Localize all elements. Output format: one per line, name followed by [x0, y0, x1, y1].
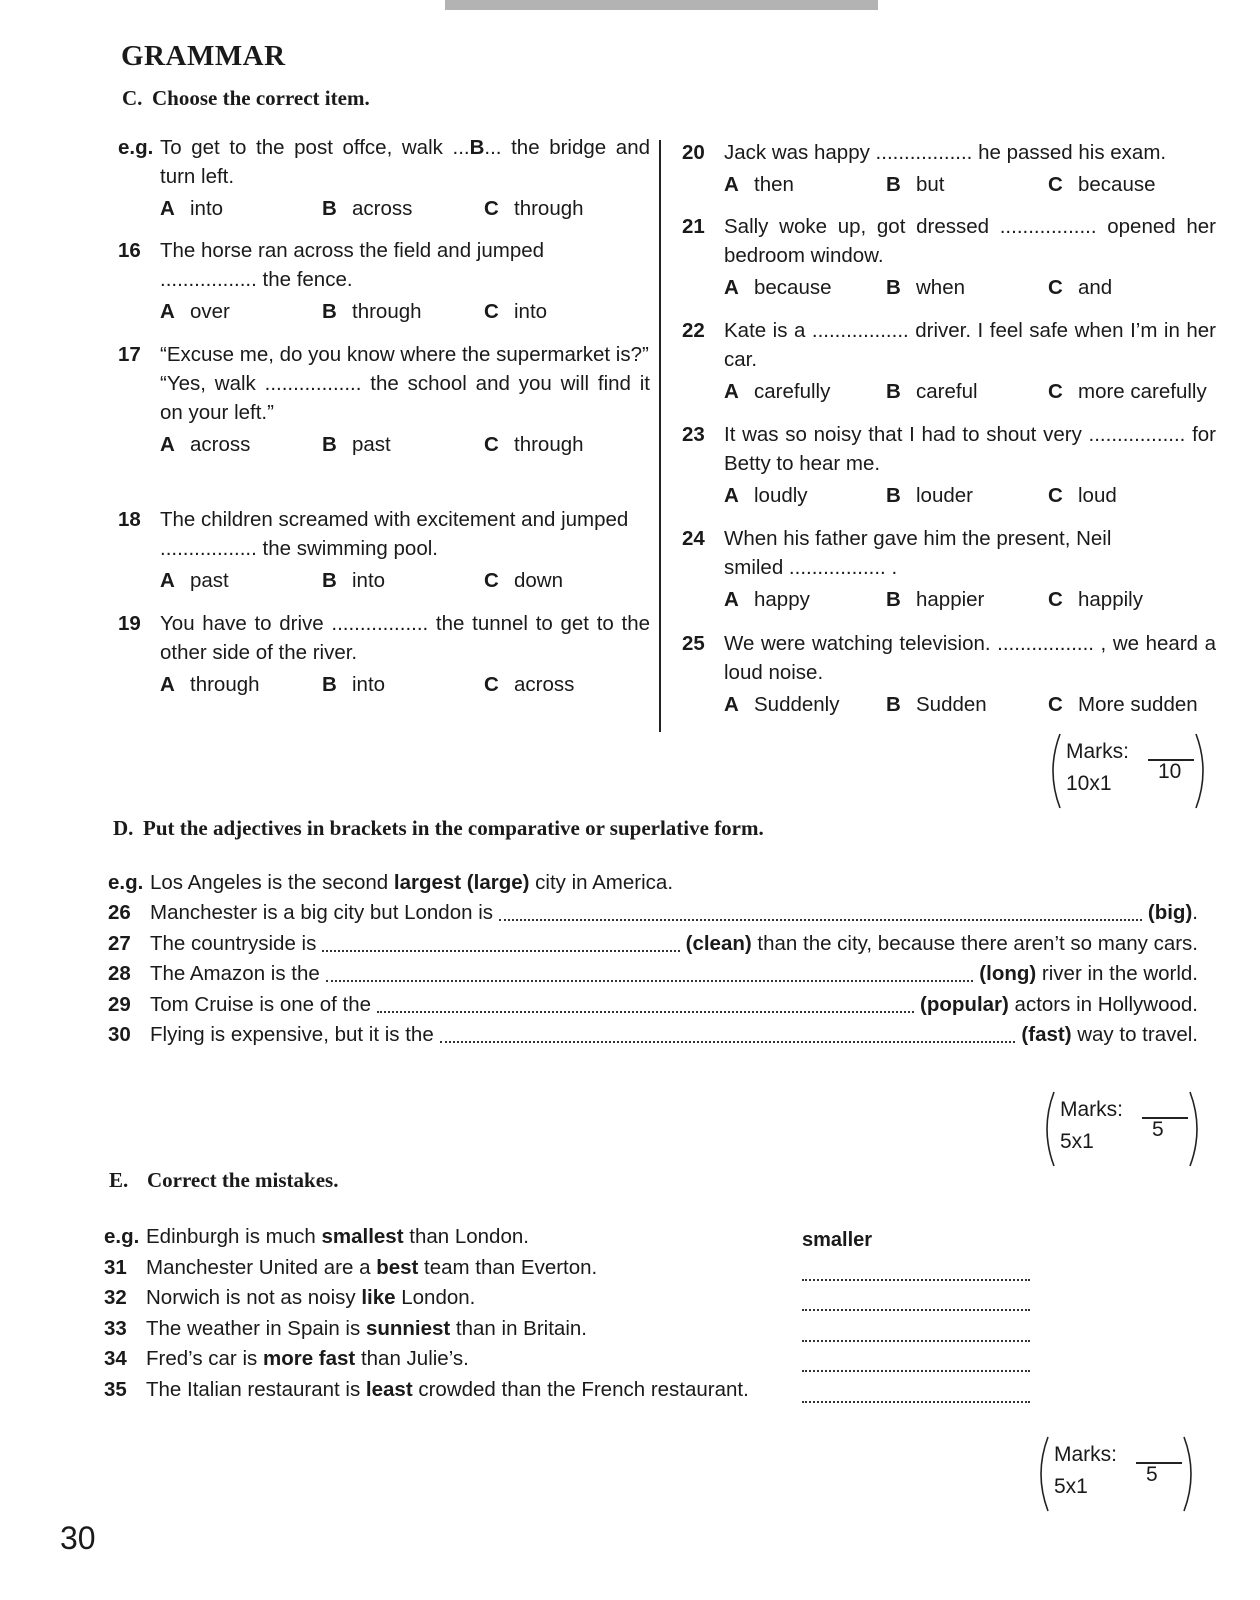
option-text: into [352, 569, 386, 592]
section-e-heading [109, 1168, 338, 1193]
section-letter: D. [113, 816, 134, 840]
question-row [104, 1283, 475, 1313]
question-text [724, 420, 1216, 478]
marks-box [1048, 732, 1208, 810]
question-number: e.g. [108, 871, 144, 894]
question-text: . [1192, 901, 1198, 924]
question-number: 27 [108, 931, 131, 955]
option-letter: B [886, 484, 901, 507]
option-text: carefully [754, 380, 831, 403]
marks-total: 5 [1152, 1118, 1164, 1141]
option-letter: C [1048, 484, 1063, 507]
answer-blank[interactable] [802, 1340, 1030, 1342]
option-text: Sudden [916, 693, 987, 716]
option-text: but [916, 173, 945, 196]
answer-option[interactable] [322, 297, 484, 326]
question-number: 31 [104, 1255, 127, 1279]
mistake-word: least [365, 1377, 413, 1401]
question-text [724, 629, 1216, 687]
question-text: river in the world. [1036, 962, 1198, 985]
option-letter: B [886, 693, 901, 716]
mistake-word: like [361, 1286, 396, 1309]
option-letter: C [484, 197, 499, 220]
mistake-word: best [376, 1255, 419, 1279]
question-number: 30 [108, 1023, 131, 1046]
option-letter: A [724, 380, 739, 403]
question-row [104, 1344, 469, 1374]
option-text: because [754, 276, 832, 299]
option-letter: C [1048, 276, 1063, 299]
answer-option[interactable] [724, 377, 886, 406]
answer-options [160, 670, 650, 699]
option-text: loud [1078, 484, 1117, 507]
mistake-word: smallest [321, 1225, 404, 1248]
option-letter: A [160, 300, 175, 323]
text-segment: city in America. [529, 871, 674, 894]
section-title: Put the adjectives in brackets in the comparative or superlative form. [143, 816, 764, 840]
section-title: Correct the mistakes. [147, 1168, 339, 1192]
option-letter: B [322, 673, 337, 696]
option-letter: C [484, 300, 499, 323]
answer-options [724, 170, 1216, 199]
option-letter: A [724, 276, 739, 299]
question-number: 22 [682, 319, 705, 342]
question-number: e.g. [104, 1225, 140, 1248]
option-letter: B [886, 276, 901, 299]
question-row [104, 1375, 749, 1405]
question-item [682, 524, 1216, 614]
option-letter: B [322, 569, 337, 592]
question-text: than the city, because there aren’t so many cars. [751, 931, 1198, 955]
question-text: than London. [403, 1225, 529, 1248]
question-item [682, 212, 1216, 302]
option-text: through [514, 433, 584, 456]
marks-formula: 5x1 [1060, 1130, 1094, 1153]
answer-option[interactable] [484, 194, 646, 223]
answer-option[interactable] [322, 566, 484, 595]
section-d-heading [113, 816, 764, 841]
question-text: The countryside is [150, 931, 317, 955]
text-segment: It was so noisy that I had to shout very ................. for Betty to hear me. [724, 423, 1216, 475]
scan-edge [445, 0, 878, 10]
question-row [108, 990, 1198, 1020]
question-text [160, 609, 650, 667]
answer-blank[interactable] [802, 1401, 1030, 1403]
option-letter: C [484, 673, 499, 696]
question-number: 33 [104, 1316, 127, 1340]
example-row [108, 868, 1198, 898]
answer-blank[interactable] [377, 1011, 914, 1013]
question-item [682, 629, 1216, 719]
option-text: careful [916, 380, 978, 403]
question-text: Norwich is not as noisy [146, 1286, 362, 1309]
option-letter: B [322, 300, 337, 323]
page-heading: GRAMMAR [121, 40, 286, 72]
option-letter: A [160, 569, 175, 592]
question-number: 17 [118, 343, 141, 366]
question-number: 21 [682, 215, 705, 238]
answer-option[interactable] [322, 194, 484, 223]
answer-option[interactable] [484, 670, 646, 699]
answer-option[interactable] [886, 377, 1048, 406]
option-text: through [514, 197, 584, 220]
column-divider [659, 140, 661, 732]
answer-option[interactable] [1048, 690, 1210, 719]
answer-option[interactable] [160, 566, 322, 595]
answer-option[interactable] [160, 430, 322, 459]
answer-options [160, 430, 650, 459]
section-letter: E. [109, 1168, 129, 1192]
option-letter: A [724, 173, 739, 196]
marks-formula: 5x1 [1054, 1475, 1088, 1498]
mistake-word: more fast [262, 1347, 356, 1370]
question-text: Tom Cruise is one of the [150, 992, 372, 1016]
option-letter: C [484, 569, 499, 592]
option-letter: A [160, 673, 175, 696]
answer-options [160, 297, 650, 326]
option-text: Suddenly [754, 693, 840, 716]
question-item [118, 505, 650, 595]
score-line [1136, 1462, 1182, 1464]
question-number: e.g. [118, 136, 154, 159]
question-text: Fred’s car is [146, 1347, 263, 1370]
option-letter: B [886, 173, 901, 196]
answer-option[interactable] [886, 690, 1048, 719]
option-text: happily [1078, 588, 1143, 611]
question-text [160, 505, 650, 563]
answer-blank[interactable] [802, 1370, 1030, 1372]
answer-option[interactable] [160, 670, 322, 699]
question-number: 26 [108, 901, 131, 924]
question-item [118, 133, 650, 223]
option-text: more carefully [1078, 380, 1207, 403]
question-item [682, 316, 1216, 406]
option-letter: C [1048, 588, 1063, 611]
option-letter: A [724, 693, 739, 716]
option-text: happy [754, 588, 810, 611]
option-letter: A [724, 484, 739, 507]
answer-option[interactable] [886, 585, 1048, 614]
option-text: through [190, 673, 260, 696]
question-number: 25 [682, 632, 705, 655]
text-segment: You have to drive ................. the tunnel to get to the other side of the river. [160, 612, 650, 664]
option-letter: C [484, 433, 499, 456]
option-text: when [916, 276, 966, 299]
option-text: happier [916, 588, 985, 611]
answer-option[interactable] [724, 170, 886, 199]
question-text: Manchester is a big city but London is [150, 901, 493, 924]
question-item [118, 236, 650, 326]
text-segment: “Excuse me, do you know where the supermarket is?” “Yes, walk ................. the school and you will find it on your left.” [160, 343, 650, 424]
adjective-prompt: (popular) [920, 992, 1009, 1016]
question-text [724, 316, 1216, 374]
text-segment: To get to the post offce, walk ... [160, 136, 470, 159]
text-segment: largest (large) [393, 871, 530, 894]
answer-blank[interactable] [322, 950, 679, 952]
adjective-prompt: (clean) [685, 931, 752, 955]
text-segment: The children screamed with excitement and jumped ................. the swimming pool. [160, 508, 629, 560]
question-text: team than Everton. [418, 1255, 598, 1279]
question-text [724, 212, 1216, 270]
option-text: and [1078, 276, 1113, 299]
question-item [118, 609, 650, 699]
option-text: across [514, 673, 575, 696]
question-text [160, 236, 650, 294]
question-number: 24 [682, 527, 705, 550]
text-segment: We were watching television. ................. , we heard a loud noise. [724, 632, 1216, 684]
question-row [104, 1314, 587, 1344]
option-text: through [352, 300, 422, 323]
question-text: Flying is expensive, but it is the [150, 1023, 434, 1046]
option-text: over [190, 300, 230, 323]
answer-blank[interactable] [326, 980, 974, 982]
question-number: 35 [104, 1377, 127, 1401]
option-letter: B [886, 380, 901, 403]
answer-option[interactable] [1048, 170, 1210, 199]
text-segment: Jack was happy ................. he passed his exam. [724, 141, 1167, 164]
answer-option[interactable] [322, 670, 484, 699]
question-text: Manchester United are a [146, 1255, 377, 1279]
option-text: loudly [754, 484, 808, 507]
option-letter: B [322, 433, 337, 456]
adjective-prompt: (fast) [1021, 1023, 1072, 1046]
question-number: 29 [108, 992, 131, 1016]
question-text: crowded than the French restaurant. [412, 1377, 749, 1401]
section-title: Choose the correct item. [152, 86, 370, 110]
option-text: louder [916, 484, 973, 507]
adjective-prompt: (big) [1147, 901, 1193, 924]
question-text [160, 340, 650, 427]
answer-option[interactable] [484, 297, 646, 326]
question-row [108, 898, 1198, 928]
question-number: 34 [104, 1347, 127, 1370]
option-text: across [352, 197, 413, 220]
text-segment: Los Angeles is the second [150, 871, 394, 894]
answer-option[interactable] [724, 585, 886, 614]
option-letter: C [1048, 380, 1063, 403]
option-text: into [190, 197, 224, 220]
answer-options [160, 194, 650, 223]
question-text: The weather in Spain is [146, 1316, 366, 1340]
page-number: 30 [60, 1520, 96, 1556]
answer-blank[interactable] [499, 919, 1142, 921]
text-segment: Sally woke up, got dressed ................. opened her bedroom window. [724, 215, 1216, 267]
option-text: down [514, 569, 564, 592]
option-letter: A [724, 588, 739, 611]
question-number: 28 [108, 962, 131, 985]
question-number: 18 [118, 508, 141, 531]
answer-option[interactable] [484, 566, 646, 595]
marks-box [1042, 1090, 1202, 1168]
question-text: than Julie’s. [355, 1347, 469, 1370]
question-number: 23 [682, 423, 705, 446]
question-text [724, 524, 1216, 582]
question-text: The Italian restaurant is [146, 1377, 366, 1401]
question-number: 32 [104, 1286, 127, 1309]
question-row [108, 959, 1198, 989]
option-text: then [754, 173, 794, 196]
marks-box [1036, 1435, 1196, 1513]
question-item [682, 138, 1216, 199]
question-number: 19 [118, 612, 141, 635]
marks-label: Marks: [1060, 1098, 1123, 1121]
answer-options [724, 273, 1216, 302]
question-text: The Amazon is the [150, 962, 320, 985]
answer-options [724, 481, 1216, 510]
answer-option[interactable] [886, 481, 1048, 510]
answer-option[interactable] [1048, 585, 1210, 614]
mistake-word: sunniest [365, 1316, 451, 1340]
marks-total: 5 [1146, 1463, 1158, 1486]
option-letter: C [1048, 693, 1063, 716]
answer-options [724, 377, 1216, 406]
option-text: past [190, 569, 229, 592]
option-letter: B [886, 588, 901, 611]
section-c-heading [122, 86, 370, 111]
question-row [104, 1253, 597, 1283]
question-number: 20 [682, 141, 705, 164]
option-letter: C [1048, 173, 1063, 196]
text-segment: B [469, 136, 485, 159]
score-line [1142, 1117, 1188, 1119]
adjective-prompt: (long) [979, 962, 1037, 985]
answer-option[interactable] [886, 170, 1048, 199]
answer-options [160, 566, 650, 595]
answer-option[interactable] [724, 690, 886, 719]
marks-label: Marks: [1066, 740, 1129, 763]
text-segment: ... the bridge and turn left. [160, 136, 650, 188]
option-text: into [514, 300, 548, 323]
text-segment: Kate is a ................. driver. I feel safe when I’m in her car. [724, 319, 1216, 371]
answer-blank[interactable] [802, 1279, 1030, 1281]
option-text: because [1078, 173, 1156, 196]
option-letter: A [160, 433, 175, 456]
answer-option[interactable] [160, 297, 322, 326]
text-segment: When his father gave him the present, Neil smiled ................. . [724, 527, 1112, 579]
answer-options [724, 585, 1216, 614]
option-text: across [190, 433, 251, 456]
answer-blank[interactable] [440, 1041, 1016, 1043]
answer-option[interactable] [1048, 273, 1210, 302]
question-item [118, 340, 650, 459]
question-text: London. [395, 1286, 476, 1309]
answer-option[interactable] [886, 273, 1048, 302]
question-row [104, 1222, 529, 1252]
marks-formula: 10x1 [1066, 772, 1112, 795]
answer-option[interactable] [322, 430, 484, 459]
option-text: past [352, 433, 391, 456]
answer-option[interactable] [724, 481, 886, 510]
answer-options [724, 690, 1216, 719]
text-segment: The horse ran across the field and jumped ................. the fence. [160, 239, 545, 291]
section-letter: C. [122, 86, 143, 110]
question-text: than in Britain. [450, 1316, 587, 1340]
answer-option[interactable] [484, 430, 646, 459]
question-row [108, 929, 1198, 959]
option-text: More sudden [1078, 693, 1198, 716]
answer-option[interactable] [160, 194, 322, 223]
question-number: 16 [118, 239, 141, 262]
option-text: into [352, 673, 386, 696]
example-answer: smaller [802, 1229, 873, 1251]
marks-total: 10 [1158, 760, 1182, 783]
question-text: Edinburgh is much [146, 1225, 322, 1248]
answer-blank[interactable] [802, 1309, 1030, 1311]
option-letter: A [160, 197, 175, 220]
question-row [108, 1020, 1198, 1050]
answer-option[interactable] [1048, 481, 1210, 510]
answer-option[interactable] [724, 273, 886, 302]
question-text: way to travel. [1071, 1023, 1198, 1046]
question-text [724, 138, 1216, 167]
question-text [160, 133, 650, 191]
question-text: actors in Hollywood. [1008, 992, 1198, 1016]
option-letter: B [322, 197, 337, 220]
answer-option[interactable] [1048, 377, 1210, 406]
question-item [682, 420, 1216, 510]
marks-label: Marks: [1054, 1443, 1117, 1466]
